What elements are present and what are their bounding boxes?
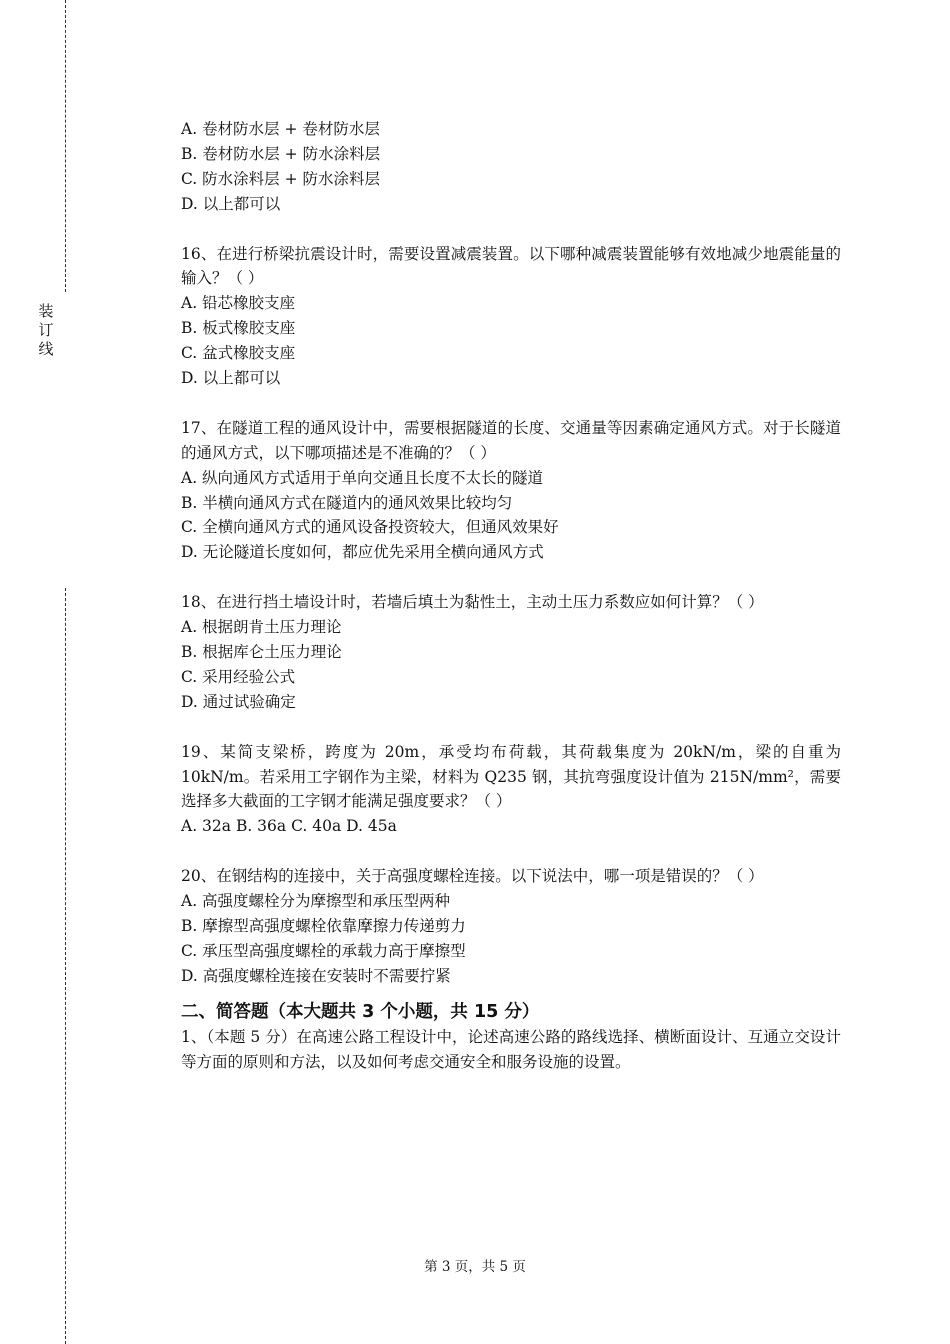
- option: A. 32a B. 36a C. 40a D. 45a: [181, 817, 397, 836]
- section-title: 二、简答题（本大题共 3 个小题，共 15 分）: [181, 1001, 540, 1022]
- option: A. 纵向通风方式适用于单向交通且长度不太长的隧道: [181, 468, 544, 487]
- option: C. 全横向通风方式的通风设备投资较大，但通风效果好: [181, 518, 559, 537]
- option: D. 高强度螺栓连接在安装时不需要拧紧: [181, 966, 451, 985]
- option: B. 卷材防水层 + 防水涂料层: [181, 144, 381, 163]
- option: D. 通过试验确定: [181, 692, 296, 711]
- question-20: [181, 864, 841, 989]
- question-stem: 16、在进行桥梁抗震设计时，需要设置减震装置。以下哪种减震装置能够有效地减少地震能量的输入？（ ）: [181, 244, 841, 288]
- option: A. 高强度螺栓分为摩擦型和承压型两种: [181, 892, 451, 911]
- short-answer-question-1: 1、（本题 5 分）在高速公路工程设计中，论述高速公路的路线选择、横断面设计、互通立交设计等方面的原则和方法，以及如何考虑交通安全和服务设施的设置。: [181, 1027, 841, 1071]
- option: A. 卷材防水层 + 卷材防水层: [181, 120, 380, 138]
- question-stem: 19、某简支梁桥，跨度为 20m，承受均布荷载，其荷载集度为 20kN/m，梁的自重为10kN/m。若采用工字钢作为主梁，材料为 Q235 钢，其抗弯强度设计值为 215N/mm²，需要选择多大截面的工字钢才能满足强度要求？（ ）: [181, 742, 841, 811]
- question-stem: 17、在隧道工程的通风设计中，需要根据隧道的长度、交通量等因素确定通风方式。对于长隧道的通风方式，以下哪项描述是不准确的？（ ）: [181, 418, 841, 462]
- option: C. 承压型高强度螺栓的承载力高于摩擦型: [181, 941, 466, 960]
- question-19: [181, 740, 841, 840]
- question-stem: 18、在进行挡土墙设计时，若墙后填土为黏性土，主动土压力系数应如何计算？（ ）: [181, 593, 764, 612]
- binding-char: 线: [38, 340, 54, 358]
- option: C. 采用经验公式: [181, 667, 296, 686]
- question-15-options: [181, 117, 841, 217]
- option: D. 无论隧道长度如何，都应优先采用全横向通风方式: [181, 543, 544, 562]
- option: B. 根据库仑土压力理论: [181, 642, 342, 661]
- option: D. 以上都可以: [181, 194, 281, 213]
- binding-char: 装: [38, 302, 54, 320]
- option: C. 盆式橡胶支座: [181, 344, 296, 363]
- question-stem: 20、在钢结构的连接中，关于高强度螺栓连接。以下说法中，哪一项是错误的？（ ）: [181, 867, 764, 886]
- option: B. 板式橡胶支座: [181, 319, 296, 338]
- option: B. 半横向通风方式在隧道内的通风效果比较均匀: [181, 493, 513, 512]
- option: D. 以上都可以: [181, 369, 281, 388]
- question-16: [181, 242, 841, 391]
- option: C. 防水涂料层 + 防水涂料层: [181, 169, 381, 188]
- exam-content: [181, 117, 841, 1074]
- option: A. 铅芯橡胶支座: [181, 294, 296, 313]
- binding-dashed-line-top: [65, 0, 66, 292]
- option: A. 根据朗肯土压力理论: [181, 618, 342, 637]
- binding-char: 订: [38, 321, 54, 339]
- binding-dashed-line-bottom: [65, 588, 66, 1344]
- question-17: [181, 416, 841, 565]
- binding-label: [36, 302, 56, 359]
- question-18: [181, 590, 841, 715]
- option: B. 摩擦型高强度螺栓依靠摩擦力传递剪力: [181, 916, 466, 935]
- page-footer: 第 3 页，共 5 页: [424, 1259, 526, 1275]
